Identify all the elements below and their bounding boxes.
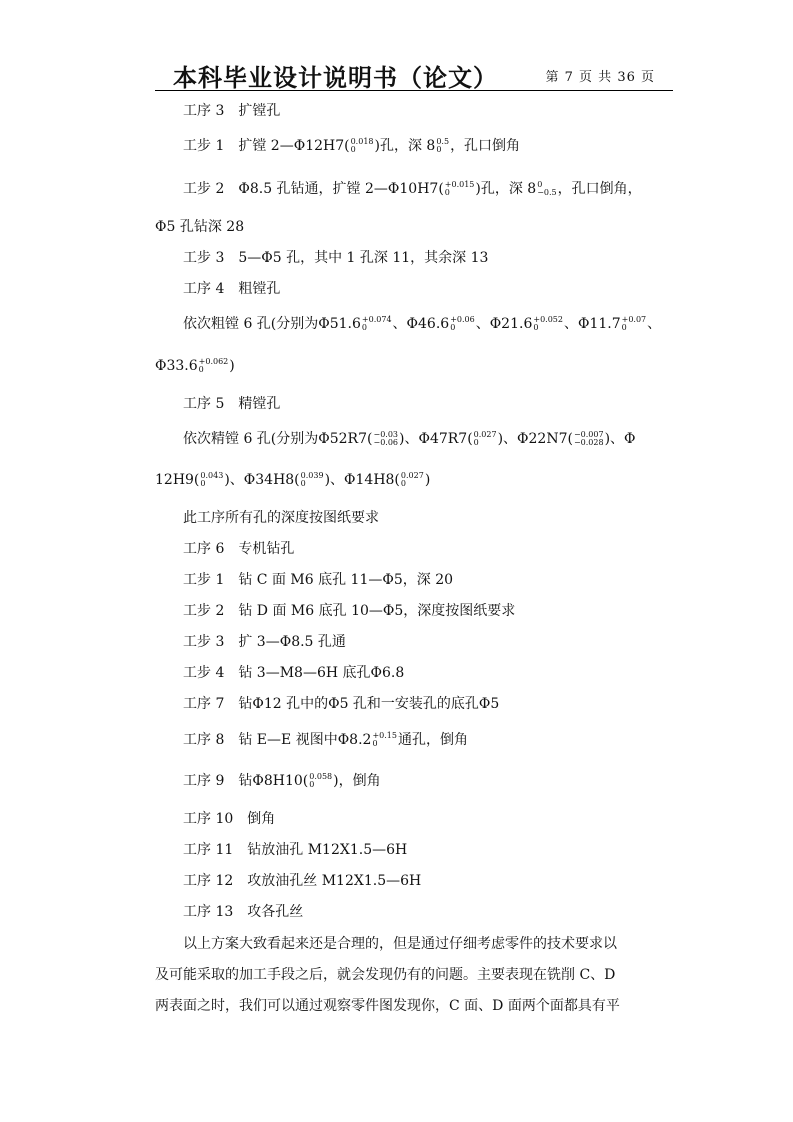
tolerance: 0 −0.5	[537, 180, 557, 197]
text-line: Φ33.6 +0.062 0 )	[155, 357, 235, 374]
text-line: 工序 13 攻各孔丝	[183, 904, 304, 920]
tolerance: 0.5 0	[436, 137, 450, 154]
text-line: 工序 4 粗镗孔	[183, 281, 281, 297]
text-line: 工步 1 钻 C 面 M6 底孔 11—Φ5，深 20	[183, 572, 454, 588]
text-line: 工序 10 倒角	[183, 811, 276, 827]
text-line: 工序 6 专机钻孔	[183, 541, 295, 557]
tolerance: −0.03 −0.06	[373, 430, 398, 447]
tolerance: +0.15 0	[372, 731, 397, 748]
text-line: 工步 2 钻 D 面 M6 底孔 10—Φ5，深度按图纸要求	[183, 603, 516, 619]
tolerance: +0.074 0	[361, 315, 392, 332]
tolerance: +0.062 0	[198, 357, 229, 374]
text-line: 工步 2 Φ8.5 孔钻通，扩镗 2—Φ10H7( +0.015 0 )孔，深 8 0 −0.5 ，孔口倒角，	[183, 180, 642, 197]
text-line: 依次粗镗 6 孔(分别为Φ51.6 +0.074 0 、Φ46.6 +0.06 0 、Φ21.6 +0.052 0 、Φ11.7 +0.07 0 、	[183, 315, 662, 332]
tolerance: 0.027 0	[400, 471, 424, 488]
tolerance: 0.018 0	[350, 137, 374, 154]
text-line: Φ5 孔钻深 28	[155, 219, 245, 235]
tolerance: +0.052 0	[533, 315, 563, 332]
text-line: 工序 9 钻Φ8H10( 0.058 0 )，倒角	[183, 772, 381, 789]
tolerance: +0.015 0	[444, 180, 475, 197]
text-line: 工序 11 钻放油孔 M12X1.5—6H	[183, 842, 408, 858]
text-line: 工步 3 扩 3—Φ8.5 孔通	[183, 634, 346, 650]
text-line: 工步 4 钻 3—M8—6H 底孔Φ6.8	[183, 665, 405, 681]
tolerance: −0.007 −0.028	[573, 430, 604, 447]
tolerance: 0.058 0	[309, 772, 333, 789]
paragraph-line: 及可能采取的加工手段之后，就会发现仍有的问题。主要表现在铣削 C、D	[155, 967, 616, 983]
tolerance: 0.027 0	[473, 430, 497, 447]
page-number: 第 7 页 共 36 页	[545, 70, 655, 85]
text-line: 工序 8 钻 E—E 视图中Φ8.2 +0.15 0 通孔，倒角	[183, 731, 468, 748]
text-line: 此工序所有孔的深度按图纸要求	[183, 510, 379, 526]
text-line: 工步 3 5—Φ5 孔，其中 1 孔深 11，其余深 13	[183, 250, 489, 266]
tolerance: 0.039 0	[300, 471, 324, 488]
page-header	[155, 56, 673, 91]
text-line: 工步 1 扩镗 2—Φ12H7( 0.018 0 )孔，深 8 0.5 0 ，孔口倒角	[183, 137, 521, 154]
text-line: 工序 12 攻放油孔丝 M12X1.5—6H	[183, 873, 422, 889]
text-line: 工序 5 精镗孔	[183, 396, 281, 412]
paragraph-line: 以上方案大致看起来还是合理的，但是通过仔细考虑零件的技术要求以	[183, 936, 617, 952]
tolerance: +0.06 0	[450, 315, 475, 332]
text-line: 依次精镗 6 孔(分别为Φ52R7( −0.03 −0.06 )、Φ47R7( 0.027 0 )、Φ22N7( −0.007 −0.028 )、Φ	[183, 430, 636, 447]
tolerance: +0.07 0	[621, 315, 647, 332]
text-line: 工序 3 扩镗孔	[183, 103, 281, 119]
paragraph-line: 两表面之时，我们可以通过观察零件图发现你，C 面、D 面两个面都具有平	[155, 998, 620, 1014]
text-line: 12H9( 0.043 0 )、Φ34H8( 0.039 0 )、Φ14H8( 0.027 0 )	[155, 471, 431, 488]
tolerance: 0.043 0	[200, 471, 224, 488]
document-title: 本科毕业设计说明书（论文）	[173, 63, 498, 92]
text-line: 工序 7 钻Φ12 孔中的Φ5 孔和一安装孔的底孔Φ5	[183, 696, 500, 712]
